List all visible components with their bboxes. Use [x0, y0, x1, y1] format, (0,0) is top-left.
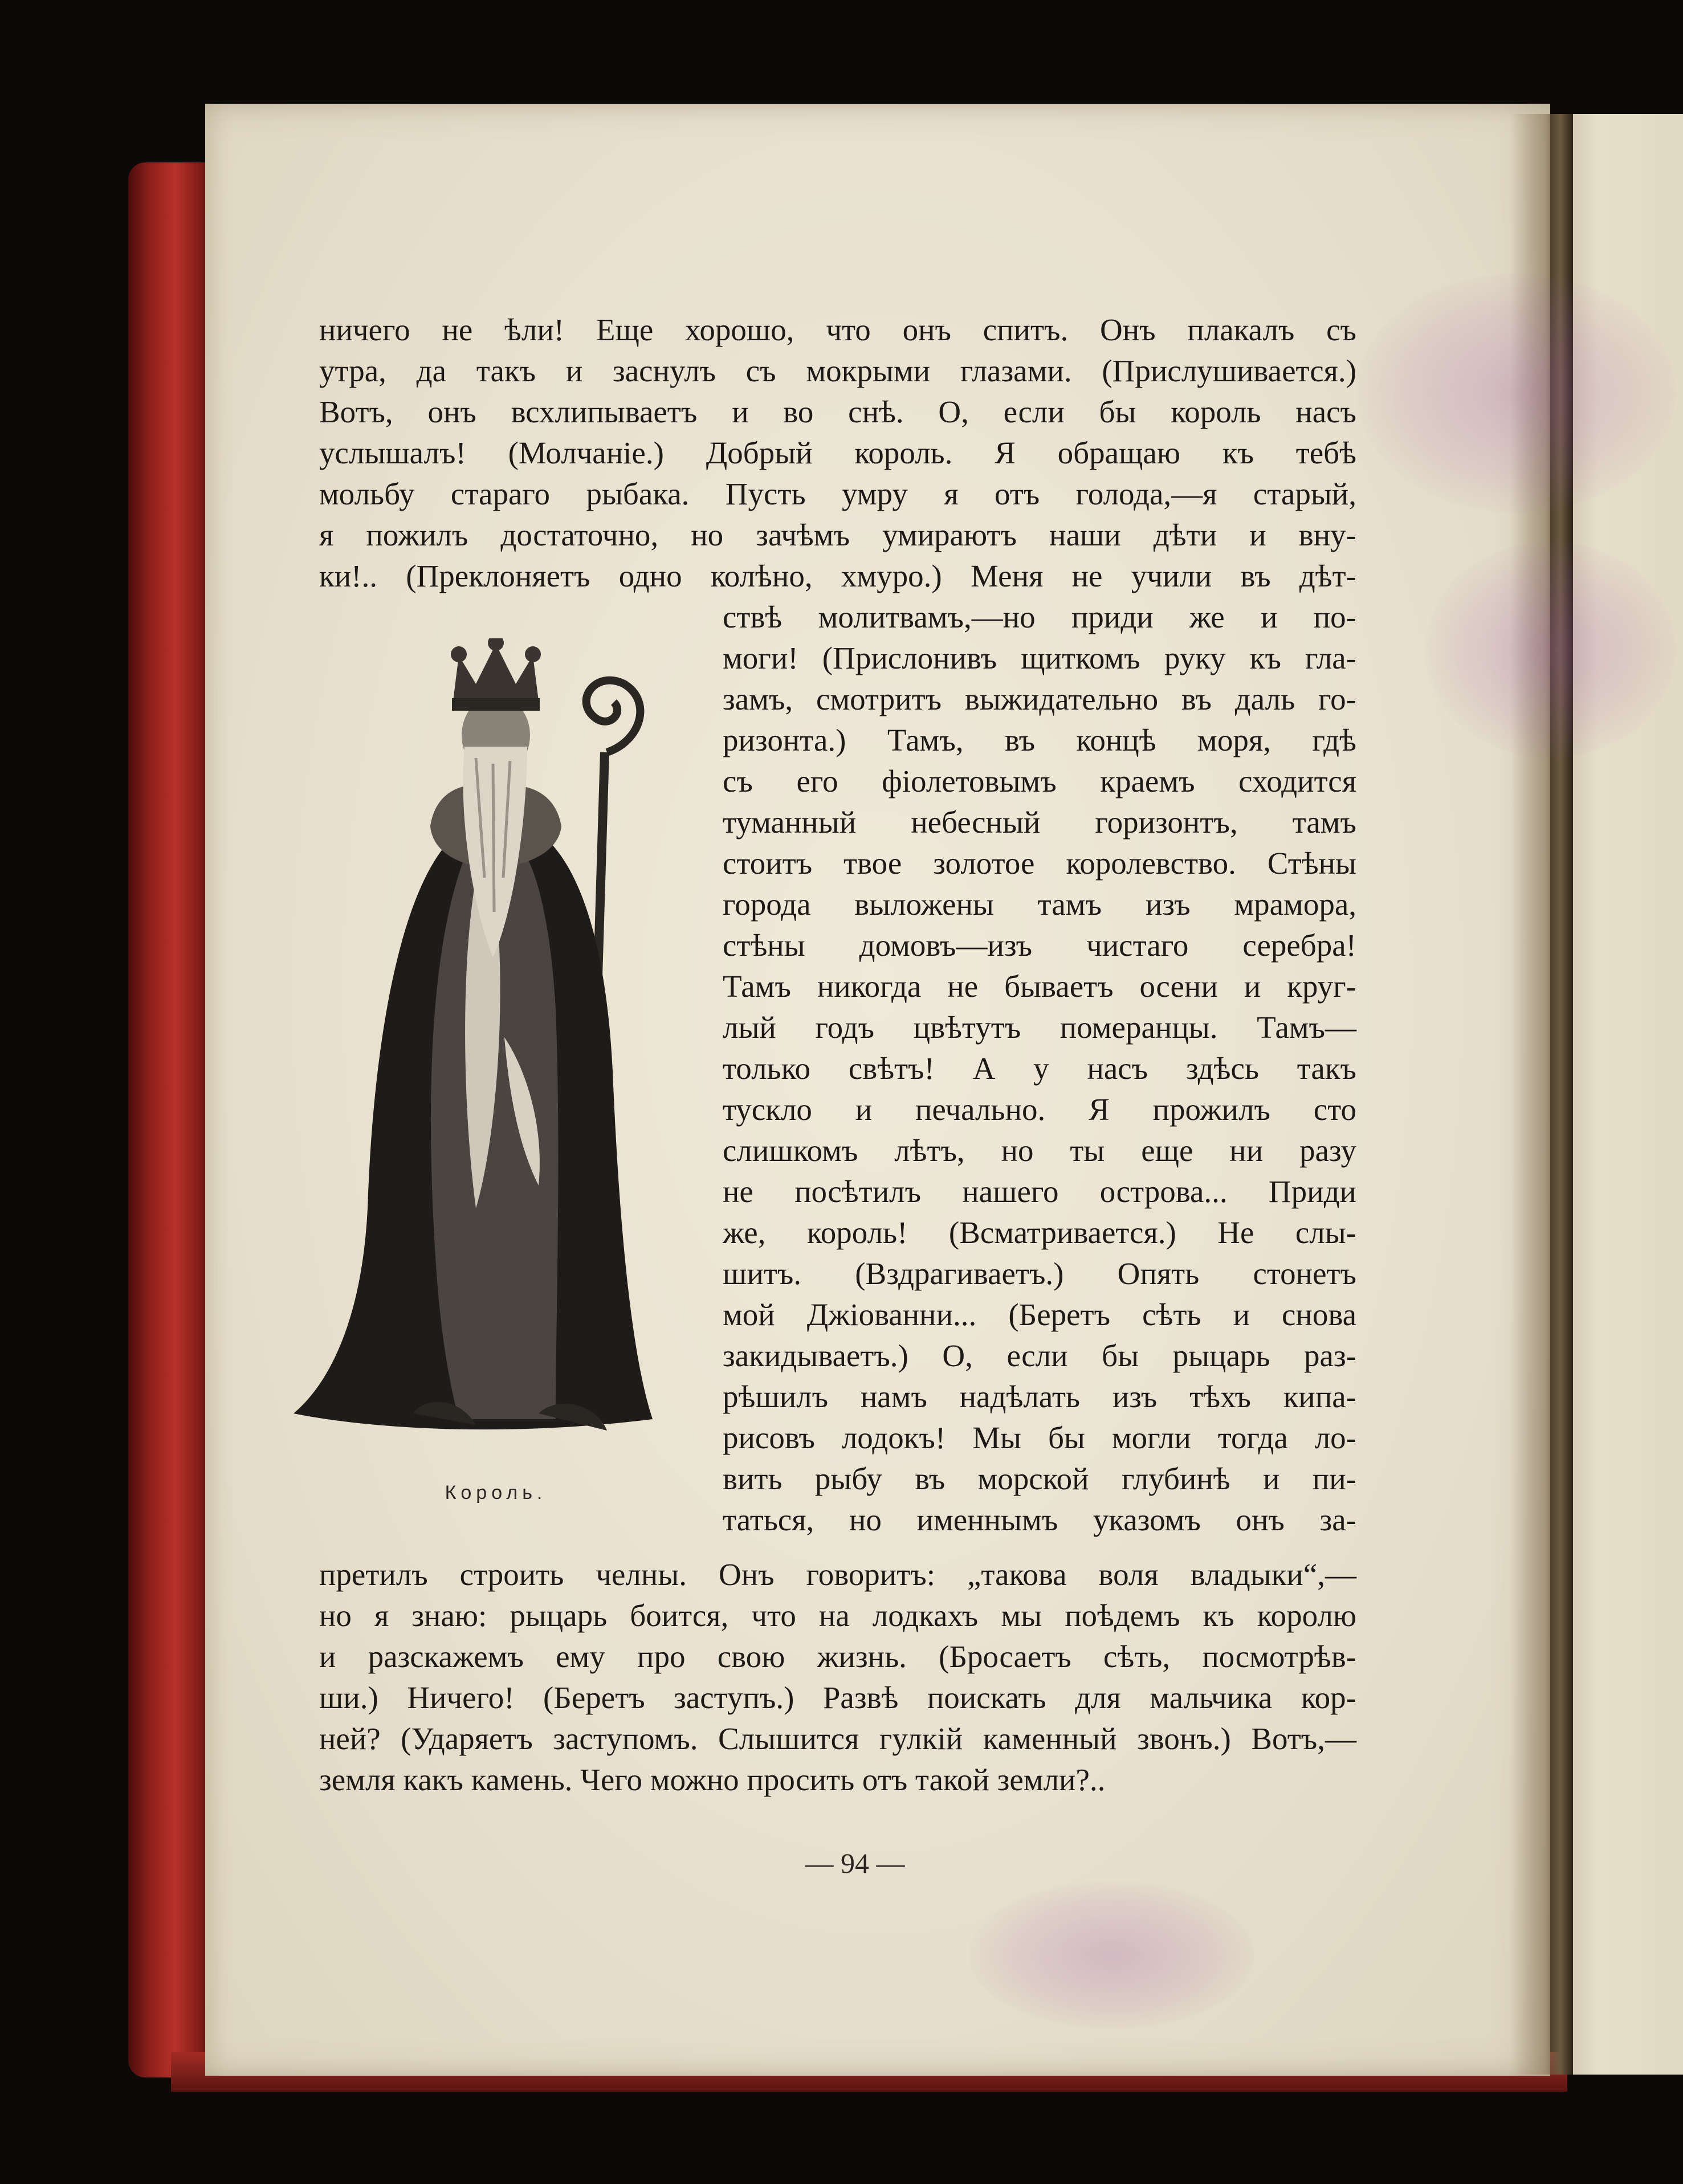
text-line: лый годъ цвѣтутъ померанцы. Тамъ— [723, 1010, 1356, 1045]
text-line: стоитъ твое золотое королевство. Стѣны [723, 846, 1356, 881]
text-line: вить рыбу въ морской глубинѣ и пи- [723, 1461, 1356, 1496]
ink-stain [1356, 274, 1676, 513]
text-line: слишкомъ лѣтъ, но ты еще ни разу [723, 1133, 1356, 1168]
text-line: замъ, смотритъ выжидательно въ даль го- [723, 682, 1356, 716]
text-line: тускло и печально. Я прожилъ сто [723, 1092, 1356, 1127]
text-line: ки!.. (Преклоняетъ одно колѣно, хмуро.) Меня не учили въ дѣт- [319, 559, 1356, 593]
text-line: ши.) Ничего! (Беретъ заступъ.) Развѣ поискать для мальчика кор- [319, 1680, 1356, 1715]
text-line: и разскажемъ ему про свою жизнь. (Бросаетъ сѣть, посмотрѣв- [319, 1639, 1356, 1674]
page-number: — 94 — [805, 1847, 905, 1879]
text-line: рисовъ лодокъ! Мы бы могли тогда ло- [723, 1420, 1356, 1455]
text-line: мольбу стараго рыбака. Пусть умру я отъ голода,—я старый, [319, 476, 1356, 511]
text-line: рѣшилъ намъ надѣлать изъ тѣхъ кипа- [723, 1379, 1356, 1414]
text-line: таться, но именнымъ указомъ онъ за- [723, 1502, 1356, 1537]
book-edge-red [128, 162, 214, 2077]
text-line: закидываетъ.) О, если бы рыцарь раз- [723, 1338, 1356, 1373]
text-line: я пожилъ достаточно, но зачѣмъ умираютъ наши дѣти и вну- [319, 518, 1356, 552]
text-line: съ его фіолетовымъ краемъ сходится [723, 764, 1356, 798]
text-line: Тамъ никогда не бываетъ осени и круг- [723, 969, 1356, 1004]
text-line: только свѣтъ! А у насъ здѣсь такъ [723, 1051, 1356, 1086]
text-line: ствѣ молитвамъ,—но приди же и по- [723, 600, 1356, 634]
text-line: не посѣтилъ нашего острова... Приди [723, 1174, 1356, 1209]
text-line: шитъ. (Вздрагиваетъ.) Опять стонетъ [723, 1256, 1356, 1291]
text-line: туманный небесный горизонтъ, тамъ [723, 805, 1356, 840]
right-text-column [723, 597, 1356, 1541]
text-line: города выложены тамъ изъ мрамора, [723, 887, 1356, 922]
top-text-block [319, 309, 1356, 597]
illustration-caption: Король. [445, 1482, 547, 1503]
text-line: моги! (Прислонивъ щиткомъ руку къ гла- [723, 641, 1356, 675]
text-line: Вотъ, онъ всхлипываетъ и во снѣ. О, если бы король насъ [319, 394, 1356, 429]
bottom-text-block [319, 1554, 1356, 1800]
text-line: но я знаю: рыцарь боится, что на лодкахъ мы поѣдемъ къ королю [319, 1598, 1356, 1633]
text-line: мой Джіованни... (Беретъ сѣть и снова [723, 1297, 1356, 1332]
text-line: ней? (Ударяетъ заступомъ. Слышится гулкій каменный звонъ.) Вотъ,— [319, 1721, 1356, 1756]
text-line: услышалъ! (Молчаніе.) Добрый король. Я обращаю къ тебѣ [319, 435, 1356, 470]
text-line: претилъ строить челны. Онъ говоритъ: „такова воля владыки“,— [319, 1557, 1356, 1592]
text-line: стѣны домовъ—изъ чистаго серебра! [723, 928, 1356, 963]
text-line: ничего не ѣли! Еще хорошо, что онъ спитъ. Онъ плакалъ съ [319, 312, 1356, 347]
ink-stain [1425, 541, 1676, 758]
text-line: же, король! (Всматривается.) Не слы- [723, 1215, 1356, 1250]
king-illustration [288, 638, 692, 1448]
text-line: ризонта.) Тамъ, въ концѣ моря, гдѣ [723, 723, 1356, 757]
text-line: земля какъ камень. Чего можно просить отъ такой земли?.. [319, 1762, 1106, 1797]
text-line: утра, да такъ и заснулъ съ мокрыми глазами. (Прислушивается.) [319, 353, 1356, 388]
ink-stain [969, 1881, 1254, 2029]
